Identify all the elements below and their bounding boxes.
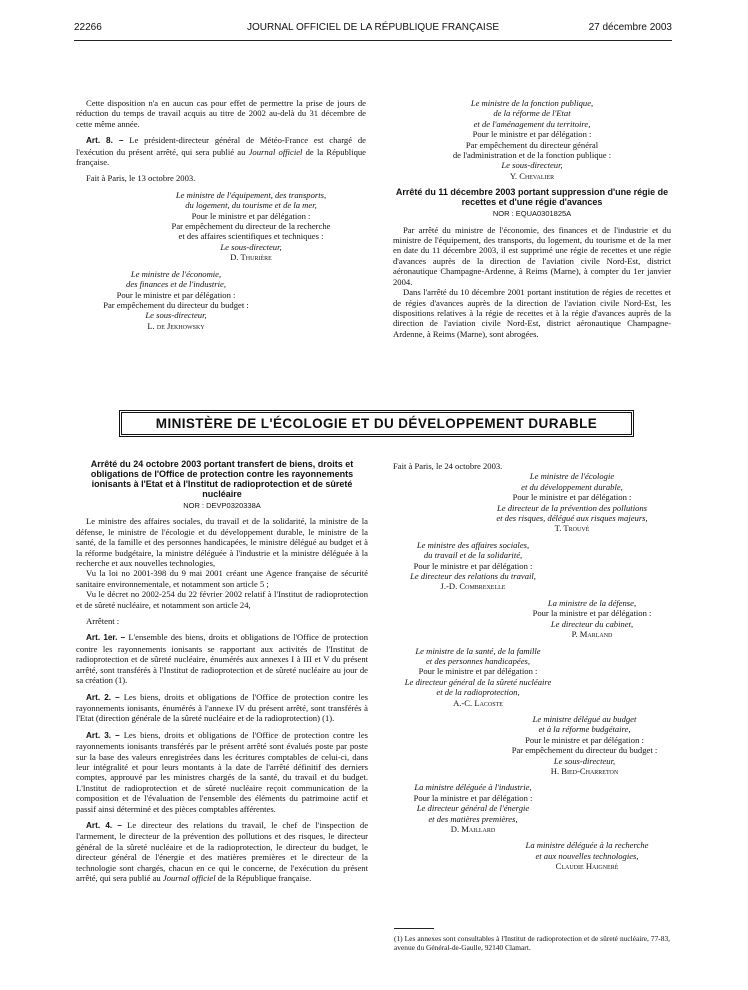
paragraph: Dans l'arrêté du 10 décembre 2001 portant institution de régies de recettes et de régies d'avances auprès de la direction de l'aviation civile Nord-Est, les dispositions relatives à la régie de recettes et à la régie d'avances auprès de la direction de l'aviation civile Nord-Est, district aéronautique Champagne-Ardenne, à Reims (Marne), sont abrogées. [393,287,671,339]
article-1: Art. 1er. – L'ensemble des biens, droits et obligations de l'Office de protection contre les rayonnements ionisants se rapportant aux activités de l'Institut de radioprotection et de sûreté nucléaire, énumérés aux annexes I à III et V du présent arrêté, sont transférés à l'Institut de radioprotection et de sûreté nucléaire au jour de sa création (1). [76,632,369,686]
signature-block: La ministre de la défense, Pour la ministre et par délégation : Le directeur du cabinet, P. Marland [513,598,671,640]
article-8: Art. 8. – Le président-directeur général de Météo-France est chargé de l'exécution du présent arrêté, qui sera publié au Journal officiel de la République française. [76,135,366,168]
signatory-name: T. Trouvé [554,523,590,534]
signatory-name: H. Bied-Charreton [550,765,619,776]
signature-block: Le ministre des affaires sociales, du travail et de la solidarité, Pour le ministre et par délégation : Le directeur des relations du travail, J.-D. Combrexelle [393,540,553,592]
signature-block: Le ministre de la fonction publique, de la réforme de l'Etat et de l'aménagement du territoire, Pour le ministre et par délégation : Par empêchement du directeur général de l'administration et de la fonction publique : Le sous-directeur, Y. Chevalier [393,98,671,181]
article-2: Art. 2. – Les biens, droits et obligations de l'Office de protection contre les rayonnements ionisants, énumérés à l'annexe IV du présent arrêté, sont transférés à l'Etat (direction générale de la sûreté nucléaire et de la radioprotection) (1). [76,691,368,724]
signatory-name: Claudie Haigneré [555,861,619,872]
fait-a-paris: Fait à Paris, le 24 octobre 2003. [393,461,503,471]
bottom-right-column [393,461,671,872]
signatory-name: J.-D. Combrexelle [440,581,506,592]
signature-block: Le ministre de la santé, de la famille et des personnes handicapées, Pour le ministre et par délégation : Le directeur général de la sûreté nucléaire et de la radioprotection, A.-C. Lacoste [393,646,563,708]
page-header [74,22,672,38]
top-left-column [76,98,366,331]
signatory-name: L. de Jekhowsky [147,320,205,331]
fait-a-paris: Fait à Paris, le 13 octobre 2003. [86,173,196,184]
top-right-column [393,98,671,339]
paragraph: Cette disposition n'a en aucun cas pour effet de permettre la prise de jours de réduction du temps de travail acquis au titre de 2002 au-delà du 31 décembre de cette même année. [76,98,366,129]
ministry-banner: MINISTÈRE DE L'ÉCOLOGIE ET DU DÉVELOPPEMENT DURABLE [119,410,634,437]
bottom-left-column [76,459,368,883]
page-number: 22266 [74,22,102,33]
paragraph: Par arrêté du ministre de l'économie, des finances et de l'industrie et du ministre de l'équipement, des transports, du logement, du tourisme et de la mer en date du 11 décembre 2003, il est supprimé une régie de recettes et une régie d'avances auprès de la direction de l'aviation civile Nord-Est, district aéronautique Champagne-Ardenne, à Reims (Marne), à compter du 1er janvier 2004. [393,224,671,287]
article-3: Art. 3. – Les biens, droits et obligations de l'Office de protection contre les rayonnements ionisants transférés par le présent arrêté sont évalués poste par poste sur la base des valeurs enregistrées dans les écritures comptables de celui-ci, dans leur intégralité et pour leurs montants à la date de l'arrêté définitif des derniers comptes, approuvé par les ministres chargés de la santé, du travail et du budget. L'Institut de radioprotection et de sûreté nucléaire reçoit communication de la composition et de l'évaluation de l'ensemble des éléments du patrimoine actif et passif ainsi déterminé et des pièces comptables afférentes. [76,729,368,814]
arrete-title: Arrêté du 24 octobre 2003 portant transfert de biens, droits et obligations de l'Office de protection contre les rayonnements ionisants à l'Etat et à l'Institut de radioprotection et de sûreté nucléaire [90,459,354,499]
nor-reference: NOR : DEVP0320338A [183,501,261,510]
journal-title: JOURNAL OFFICIEL DE LA RÉPUBLIQUE FRANÇAISE [246,22,500,33]
footnote: (1) Les annexes sont consultables à l'Institut de radioprotection et de sûreté nucléaire, 77-83, avenue du Général-de-Gaulle, 92140 Clamart. [394,934,670,952]
signatory-name: D. Maillard [450,824,496,834]
signature-block: Le ministre de l'équipement, des transports, du logement, du tourisme et de la mer, Pour le ministre et par délégation : Par empêchement du directeur de la recherche et des affaires scientifiques et techniques : Le sous-directeur, D. Thurière [136,190,366,263]
footnote-rule [394,928,434,929]
signatory-name: A.-C. Lacoste [453,697,503,708]
signature-block: La ministre déléguée à la recherche et aux nouvelles technologies, Claudie Haigneré [503,840,671,871]
paragraph: Le ministre des affaires sociales, du travail et de la solidarité, la ministre de la défense, le ministre de l'écologie et du développement durable, le ministre de la santé, de la famille et des personnes handicapées, le ministre délégué au budget et à la réforme budgétaire, la ministre déléguée à l'industrie et la ministre déléguée à la recherche et aux nouvelles technologies, [76,516,368,569]
header-rule [74,40,672,41]
signature-block: Le ministre de l'écologie et du développement durable, Pour le ministre et par délégation : Le directeur de la prévention des pollutions et des risques, délégué aux risques majeurs, T. Trouvé [473,471,671,533]
signature-block: Le ministre délégué au budget et à la réforme budgétaire, Pour le ministre et par délégation : Par empêchement du directeur du budget : Le sous-directeur, H. Bied-Charreton [498,714,671,776]
signature-block: La ministre déléguée à l'industrie, Pour la ministre et par délégation : Le directeur général de l'énergie et des matières premières, D. Maillard [393,782,553,834]
arrete-title: Arrêté du 11 décembre 2003 portant suppression d'une régie de recettes et d'une régie d'avances [395,187,669,208]
signatory-name: P. Marland [571,629,613,640]
nor-reference: NOR : EQUA0301825A [492,209,572,219]
arretent: Arrêtent : [86,616,120,627]
paragraph: Vu le décret no 2002-254 du 22 février 2002 relatif à l'Institut de radioprotection et de sûreté nucléaire, et notamment son article 24, [76,589,368,610]
issue-date: 27 décembre 2003 [588,22,672,33]
signatory-name: Y. Chevalier [509,170,555,181]
signature-block: Le ministre de l'économie, des finances et de l'industrie, Pour le ministre et par délégation : Par empêchement du directeur du budget : Le sous-directeur, L. de Jekhowsky [76,269,276,331]
article-4: Art. 4. – Le directeur des relations du travail, le chef de l'inspection de l'armement, le directeur de la prévention des pollutions et des risques, le directeur général de la sûreté nucléaire et de la radioprotection, le directeur du budget, le directeur général de l'énergie et des matières premières et le directeur de la technologie sont chargés, chacun en ce qui le concerne, de l'exécution du présent arrêté, qui sera publié au Journal officiel de la République française. [76,819,369,883]
signatory-name: D. Thurière [230,252,272,263]
paragraph: Vu la loi no 2001-398 du 9 mai 2001 créant une Agence française de sécurité sanitaire environnementale, et notamment son article 5 ; [76,568,368,589]
